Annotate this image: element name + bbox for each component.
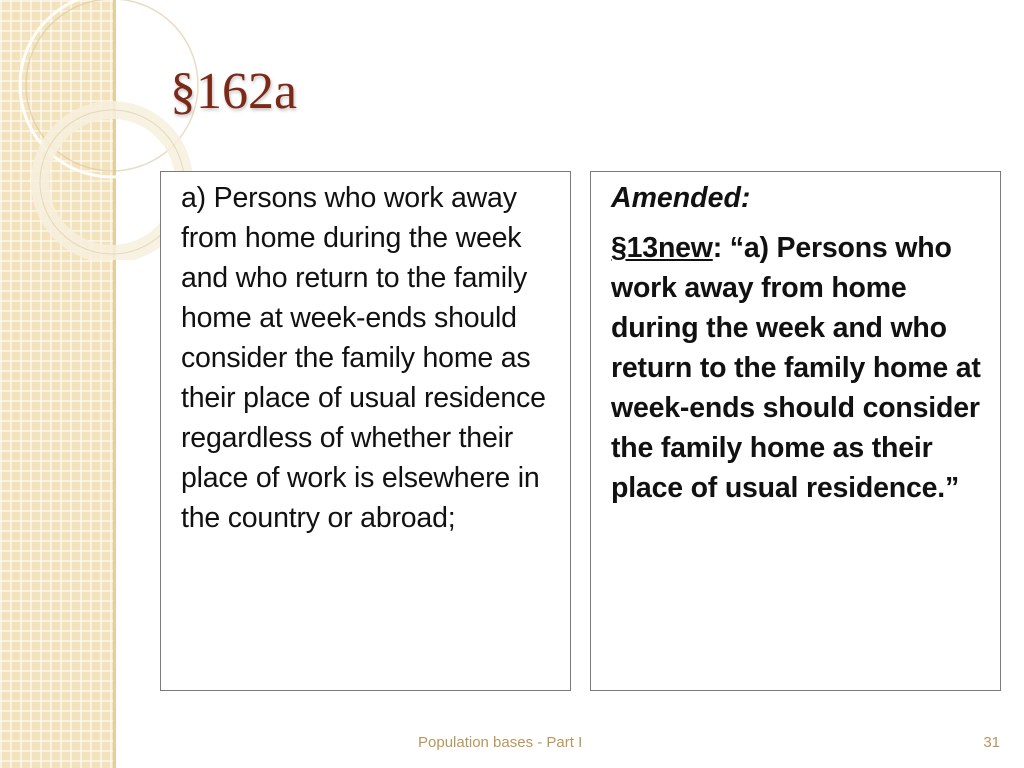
original-paragraph: a) Persons who work away from home during the week and who return to the family home at week-ends should consider the family home as their place of usual residence regardless of whether their place of work is elsewhere in the country or abroad; [181,182,546,534]
amended-heading: Amended: [611,182,751,214]
amended-paragraph [611,228,988,508]
amended-text-box [590,171,1001,691]
reference-separator: : [712,232,730,264]
page-number: 31 [983,734,1000,751]
slide-title: §162a [170,63,298,120]
amended-quote: “a) Persons who work away from home during the week and who return to the family home at week-ends should consider the family home as their place of usual residence.” [611,232,981,504]
original-text-box [160,171,571,691]
section-reference: §13new [611,232,713,264]
footer-text: Population bases - Part I [418,734,583,751]
